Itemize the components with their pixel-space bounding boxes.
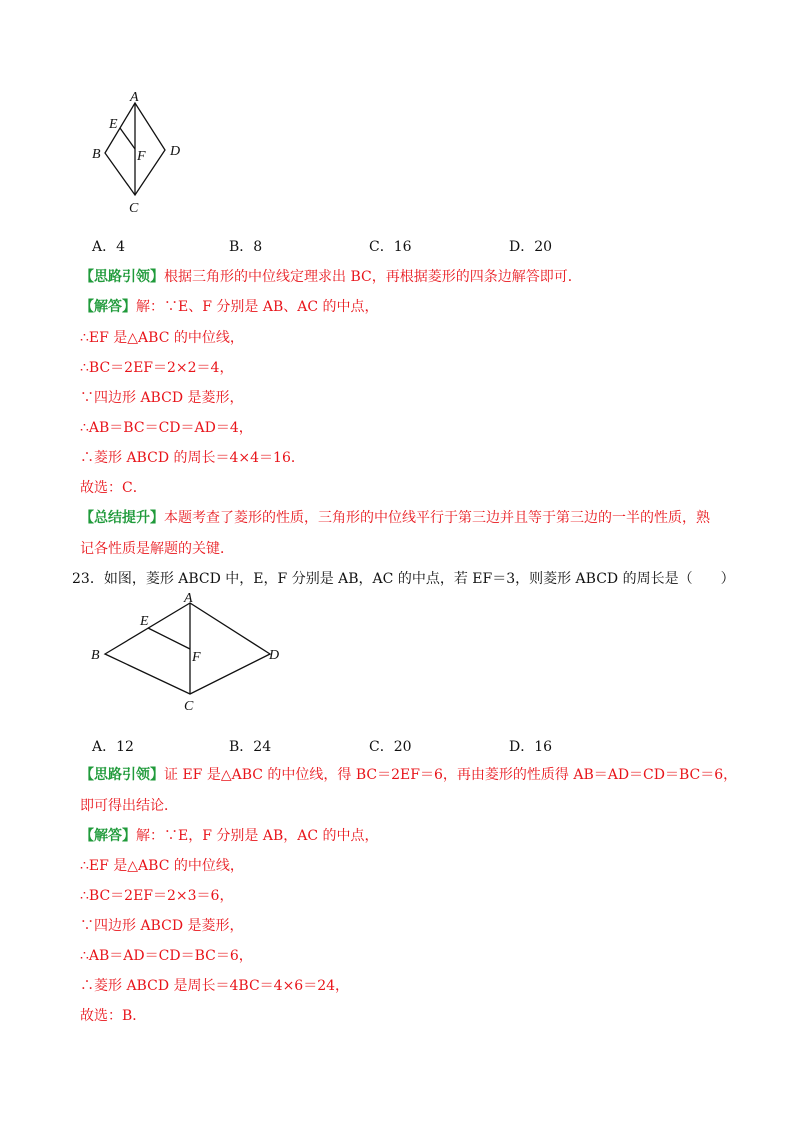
q23-answer-line-2: ∴EF 是△ABC 的中位线， — [80, 858, 244, 874]
q23-answer-line-7: 故选：B． — [80, 1008, 147, 1024]
rhombus-figure-1 — [80, 88, 200, 218]
option-d[interactable]: D．16 — [509, 739, 553, 755]
vertex-label-e: E — [140, 614, 149, 629]
q23-answer-line-6: ∴菱形 ABCD 是周长＝4BC＝4×6＝24， — [80, 978, 350, 994]
answer-text: 解：∵E，F 分别是 AB，AC 的中点， — [136, 828, 379, 844]
option-c[interactable]: C．20 — [369, 739, 412, 755]
q23-question: 23．如图，菱形 ABCD 中，E，F 分别是 AB，AC 的中点，若 EF＝3，则菱形 ABCD 的周长是（ ） — [72, 571, 735, 587]
option-b[interactable]: B．24 — [229, 739, 272, 755]
hint-tag: 【思路引领】 — [80, 767, 164, 783]
q23-hint-2: 即可得出结论． — [80, 798, 178, 814]
q23-answer-line-1 — [80, 827, 379, 845]
vertex-label-a: A — [184, 591, 193, 606]
answer-tag: 【解答】 — [80, 299, 136, 315]
vertex-label-e: E — [109, 117, 118, 132]
option-a[interactable]: A．4 — [92, 239, 126, 255]
vertex-label-c: C — [184, 699, 194, 714]
option-a[interactable]: A．12 — [92, 739, 134, 755]
rhombus-figure-2 — [80, 588, 300, 718]
q22-answer-line-4: ∵四边形 ABCD 是菱形， — [80, 390, 244, 406]
option-d[interactable]: D．20 — [509, 239, 553, 255]
option-c[interactable]: C．16 — [369, 239, 412, 255]
q22-answer-line-5: ∴AB＝BC＝CD＝AD＝4， — [80, 420, 253, 436]
vertex-label-f: F — [137, 149, 146, 164]
q22-answer-line-6: ∴菱形 ABCD 的周长＝4×4＝16． — [80, 450, 305, 466]
vertex-label-d: D — [269, 648, 280, 663]
answer-text: 解：∵E、F 分别是 AB、AC 的中点， — [136, 299, 379, 315]
vertex-label-f: F — [192, 650, 201, 665]
q22-answer-line-7: 故选：C． — [80, 480, 147, 496]
summary-text-1: 本题考查了菱形的性质，三角形的中位线平行于第三边并且等于第三边的一半的性质，熟 — [164, 510, 710, 526]
q22-answer-line-3: ∴BC＝2EF＝2×2＝4， — [80, 360, 234, 376]
vertex-label-b: B — [92, 147, 101, 162]
q23-answer-line-5: ∴AB＝AD＝CD＝BC＝6， — [80, 948, 253, 964]
q22-hint — [80, 268, 582, 286]
vertex-label-a: A — [130, 90, 139, 105]
option-b[interactable]: B．8 — [229, 239, 263, 255]
q22-summary — [80, 509, 710, 527]
answer-tag: 【解答】 — [80, 828, 136, 844]
hint-text: 根据三角形的中位线定理求出 BC，再根据菱形的四条边解答即可． — [164, 269, 582, 285]
q22-answer-line-2: ∴EF 是△ABC 的中位线， — [80, 330, 244, 346]
vertex-label-b: B — [91, 648, 100, 663]
q23-answer-line-3: ∴BC＝2EF＝2×3＝6， — [80, 888, 234, 904]
q22-answer-line-1 — [80, 298, 379, 316]
vertex-label-c: C — [129, 201, 139, 216]
summary-tag: 【总结提升】 — [80, 510, 164, 526]
hint-tag: 【思路引领】 — [80, 269, 164, 285]
hint-text-1: 证 EF 是△ABC 的中位线，得 BC＝2EF＝6，再由菱形的性质得 AB＝AD＝CD＝BC＝6， — [164, 767, 738, 783]
q23-answer-line-4: ∵四边形 ABCD 是菱形， — [80, 918, 244, 934]
vertex-label-d: D — [170, 144, 181, 159]
q23-hint — [80, 766, 737, 784]
q22-summary-2: 记各性质是解题的关键． — [80, 541, 234, 557]
